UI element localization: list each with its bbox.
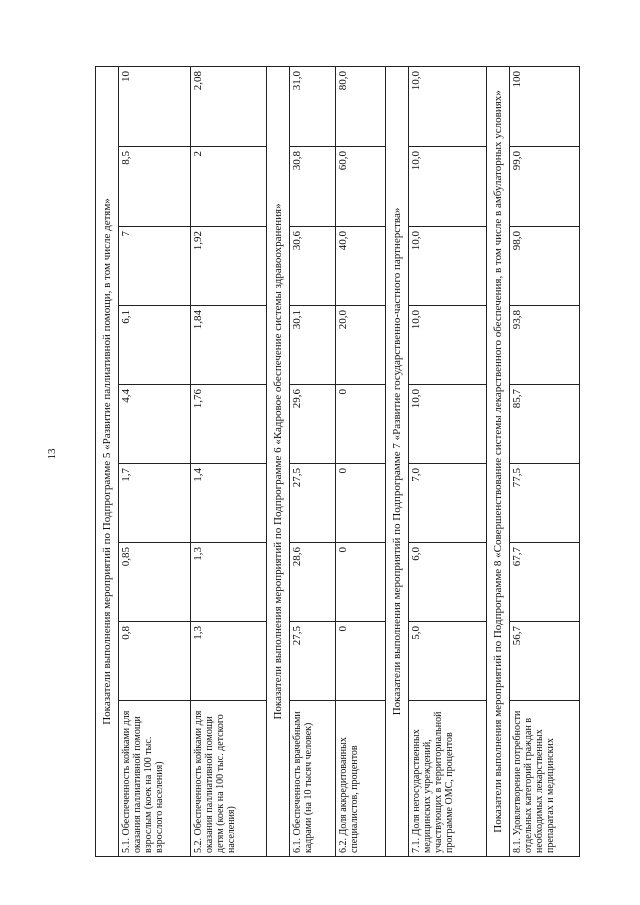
indicator-value: 1,84 [191, 306, 267, 385]
section-title: Показатели выполнения мероприятий по Подпрограмме 6 «Кадровое обеспечение системы здравоохранения» [267, 66, 290, 856]
indicator-value: 2,08 [191, 66, 267, 146]
section-title: Показатели выполнения мероприятий по Подпрограмме 5 «Развитие паллиативной помощи, в том числе детям» [96, 66, 119, 856]
table-row [409, 66, 487, 856]
indicator-value: 0,8 [119, 622, 191, 701]
indicator-value: 7,0 [409, 464, 487, 543]
indicator-value: 27,5 [290, 622, 336, 701]
page-number: 13 [46, 448, 58, 460]
indicator-value: 60,0 [336, 147, 386, 227]
section-header [267, 66, 290, 856]
indicator-value: 7 [119, 227, 191, 306]
indicator-value: 98,0 [510, 227, 580, 306]
indicator-value: 67,7 [510, 543, 580, 622]
indicator-value: 1,76 [191, 385, 267, 464]
indicator-value: 5,0 [409, 622, 487, 701]
indicator-value: 40,0 [336, 227, 386, 306]
indicator-value: 27,5 [290, 464, 336, 543]
indicator-value: 10,0 [409, 385, 487, 464]
indicator-label: 5.2. Обеспеченность койками для оказания паллиативной помощи детям (коек на 100 тыс. детского населения) [191, 701, 267, 857]
indicator-value: 4,4 [119, 385, 191, 464]
indicator-value: 0 [336, 543, 386, 622]
indicator-value: 6,1 [119, 306, 191, 385]
indicator-value: 77,5 [510, 464, 580, 543]
indicator-value: 56,7 [510, 622, 580, 701]
indicator-value: 93,8 [510, 306, 580, 385]
indicator-value: 29,6 [290, 385, 336, 464]
indicator-value: 20,0 [336, 306, 386, 385]
indicator-value: 10 [119, 66, 191, 146]
indicator-label: 6.1. Обеспеченность врачебными кадрами (на 10 тысяч человек) [290, 701, 336, 857]
indicator-value: 6,0 [409, 543, 487, 622]
table-row [191, 66, 267, 856]
indicator-label: 5.1. Обеспеченность койками для оказания паллиативной помощи взрослым (коек на 100 тыс. взрослого населения) [119, 701, 191, 857]
indicator-value: 10,0 [409, 227, 487, 306]
indicator-value: 99,0 [510, 147, 580, 227]
indicator-value: 0 [336, 622, 386, 701]
indicator-value: 31,0 [290, 66, 336, 146]
section-header [487, 66, 510, 856]
section-header [96, 66, 119, 856]
indicator-value: 30,8 [290, 147, 336, 227]
indicator-value: 2 [191, 147, 267, 227]
indicator-value: 10,0 [409, 147, 487, 227]
indicator-value: 30,6 [290, 227, 336, 306]
section-header [386, 66, 409, 856]
indicator-value: 85,7 [510, 385, 580, 464]
section-title: Показатели выполнения мероприятий по Подпрограмме 8 «Совершенствование системы лекарственного обеспечения, в том числе в амбулаторных условиях» [487, 66, 510, 856]
indicator-value: 1,7 [119, 464, 191, 543]
indicator-value: 28,6 [290, 543, 336, 622]
indicators-table [95, 66, 580, 857]
indicator-value: 100 [510, 66, 580, 146]
table-row [510, 66, 580, 856]
indicator-label: 6.2. Доля аккредитованных специалистов, процентов [336, 701, 386, 857]
indicator-value: 1,3 [191, 622, 267, 701]
table-row [290, 66, 336, 856]
indicator-value: 1,4 [191, 464, 267, 543]
table-row [119, 66, 191, 856]
rotated-table-sheet [95, 67, 556, 857]
indicator-value: 10,0 [409, 66, 487, 146]
indicator-value: 0 [336, 385, 386, 464]
indicator-label: 7.1. Доля негосударственных медицинских учреждений, участвующих в территориальной программе ОМС, процентов [409, 701, 487, 857]
indicator-value: 1,3 [191, 543, 267, 622]
indicator-value: 8,5 [119, 147, 191, 227]
indicator-value: 0 [336, 464, 386, 543]
section-title: Показатели выполнения мероприятий по Подпрограмме 7 «Развитие государственно-частного партнерства» [386, 66, 409, 856]
table-row [336, 66, 386, 856]
indicator-value: 1,92 [191, 227, 267, 306]
table-body [96, 66, 580, 856]
indicator-label: 8.1. Удовлетворение потребности отдельных категорий граждан в необходимых лекарственных препаратах и медицинских [510, 701, 580, 857]
indicator-value: 30,1 [290, 306, 336, 385]
indicator-value: 0,85 [119, 543, 191, 622]
indicator-value: 10,0 [409, 306, 487, 385]
indicator-value: 80,0 [336, 66, 386, 146]
